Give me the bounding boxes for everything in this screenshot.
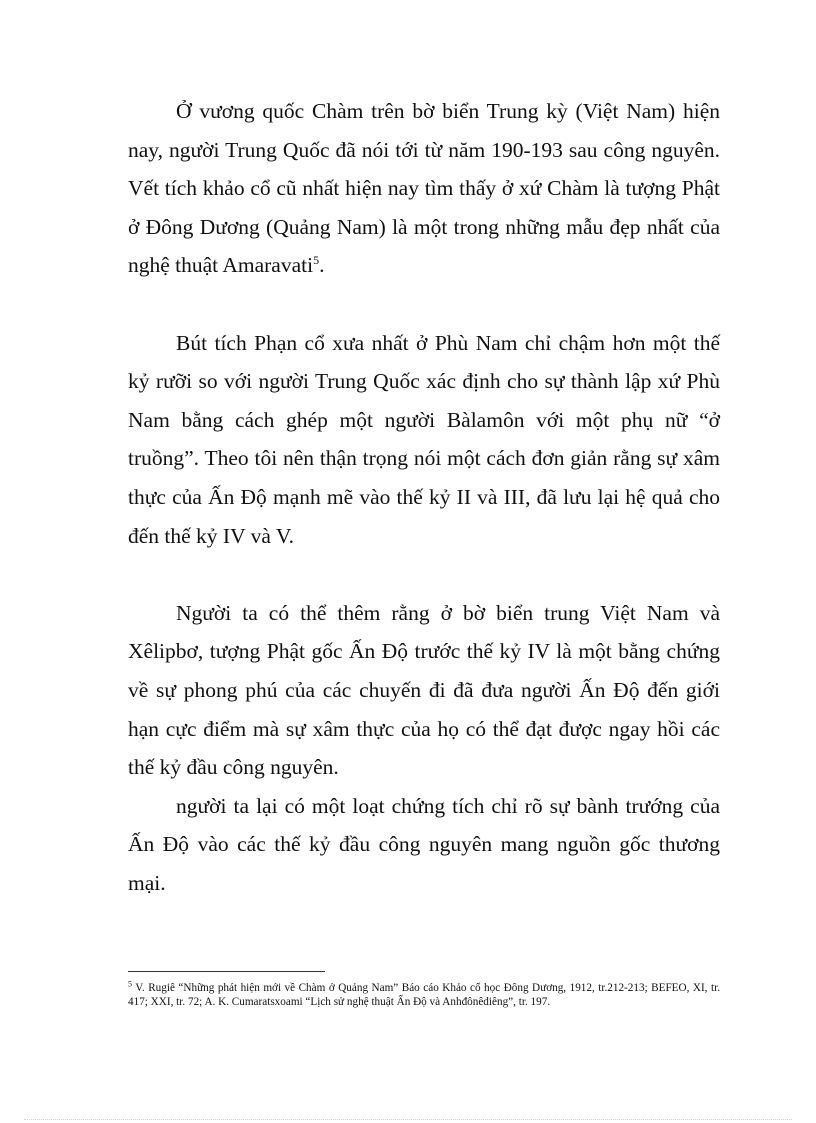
footnote-separator	[128, 971, 325, 972]
paragraph-1-text: Ở vương quốc Chàm trên bờ biển Trung kỳ (Việt Nam) hiện nay, người Trung Quốc đã nói tới từ năm 190-193 sau công nguyên. Vết tích khảo cổ cũ nhất hiện nay tìm thấy ở xứ Chàm là tượng Phật ở Đông Dương (Quảng Nam) là một trong những mẫu đẹp nhất của nghệ thuật Amaravati	[128, 99, 720, 278]
footnote	[128, 981, 720, 1010]
footnote-text: V. Rugiê “Những phát hiện mới về Chàm ở Quảng Nam” Báo cáo Khảo cổ học Đông Dương, 1912, tr.212-213; BEFEO, XI, tr. 417; XXI, tr. 72; A. K. Cumaratsxoami “Lịch sử nghệ thuật Ấn Độ và Anhđônêdiêng”, tr. 197.	[128, 982, 720, 1009]
paragraph-3: Người ta có thể thêm rằng ở bờ biển trung Việt Nam và Xêlipbơ, tượng Phật gốc Ấn Độ trước thế kỷ IV là một bằng chứng về sự phong phú của các chuyến đi đã đưa người Ấn Độ đến giới hạn cực điểm mà sự xâm thực của họ có thể đạt được ngay hồi các thế kỷ đầu công nguyên.	[128, 600, 720, 780]
paragraph-spacer	[128, 555, 720, 594]
paragraph-1-end: .	[319, 253, 325, 278]
paragraph-1	[128, 92, 720, 285]
paragraph-2: Bút tích Phạn cổ xưa nhất ở Phù Nam chỉ chậm hơn một thế kỷ rưỡi so với người Trung Quốc xác định cho sự thành lập xứ Phù Nam bằng cách ghép một người Bàlamôn với một phụ nữ “ở truồng”. Theo tôi nên thận trọng nói một cách đơn giản rằng sự xâm thực của Ấn Độ mạnh mẽ vào thế kỷ II và III, đã lưu lại hệ quả cho đến thế kỷ IV và V.	[128, 330, 720, 548]
paragraph-4: người ta lại có một loạt chứng tích chỉ rõ sự bành trướng của Ấn Độ vào các thế kỷ đầu công nguyên mang nguồn gốc thương mại.	[128, 793, 720, 895]
page-bottom-edge	[24, 1119, 792, 1120]
paragraph-spacer	[128, 285, 720, 324]
footnote-number: 5	[128, 979, 132, 989]
footnote-reference[interactable]: 5	[313, 253, 320, 268]
body-text	[128, 92, 720, 902]
